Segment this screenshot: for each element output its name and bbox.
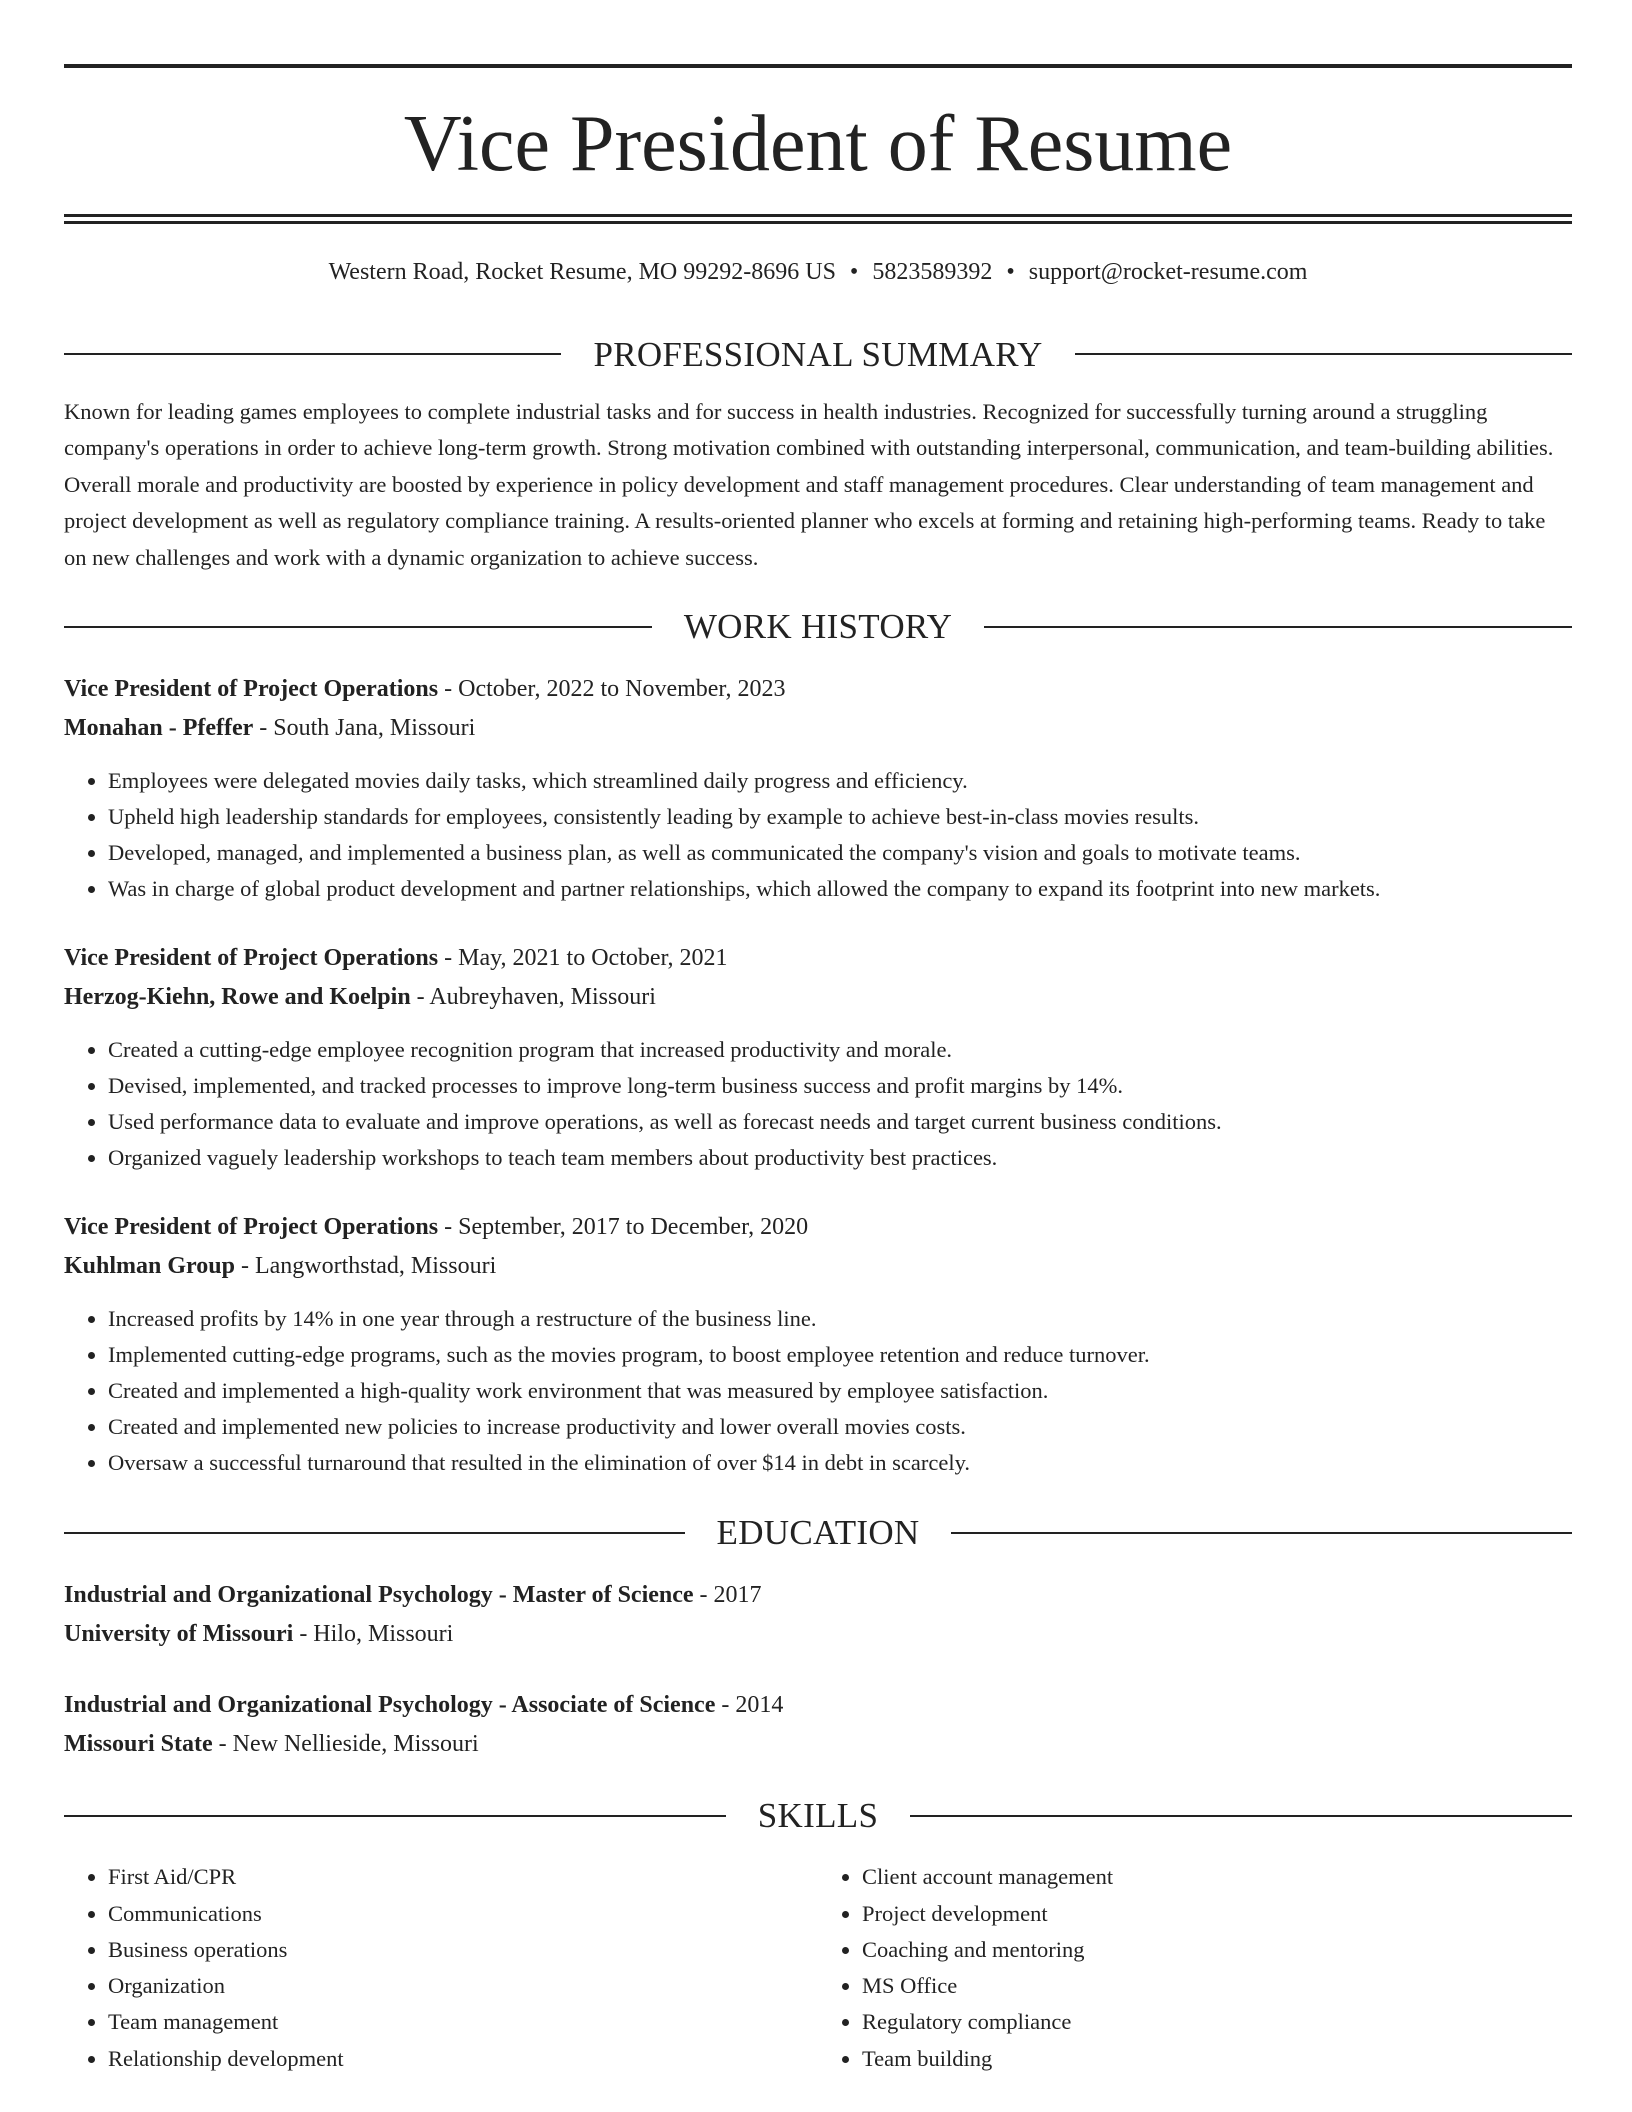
education-degree-line (64, 1576, 1572, 1615)
section-heading-label: PROFESSIONAL SUMMARY (593, 334, 1043, 374)
job-dates: - September, 2017 to December, 2020 (438, 1214, 809, 1241)
skill-item: • Coaching and mentoring (862, 1932, 1572, 1968)
education-year: - 2017 (693, 1582, 762, 1609)
resume-page (64, 64, 1572, 2077)
contact-separator: • (1006, 259, 1015, 285)
job-bullet: • Oversaw a successful turnaround that resulted in the elimination of over $14 in debt in scarcely. (108, 1445, 1572, 1481)
job-title: Vice President of Project Operations (64, 1214, 439, 1241)
skill-item: • First Aid/CPR (108, 1859, 818, 1895)
job-bullets (64, 1301, 1572, 1481)
education-degree: Industrial and Organizational Psychology - Master of Science (64, 1582, 694, 1609)
education-entry (64, 1686, 1572, 1764)
job-location: - Aubreyhaven, Missouri (410, 984, 656, 1011)
skills-column-left (64, 1859, 818, 2077)
job-location: - South Jana, Missouri (253, 715, 476, 742)
education-school-line (64, 1615, 1572, 1654)
job-bullet: • Was in charge of global product development and partner relationships, which allowed the company to expand its footprint into new markets. (108, 871, 1572, 907)
section-heading-work-history (64, 607, 1572, 647)
skill-item: • MS Office (862, 1968, 1572, 2004)
skill-item: • Organization (108, 1968, 818, 2004)
job-bullet: • Organized vaguely leadership workshops to teach team members about productivity best practices. (108, 1140, 1572, 1176)
header-double-rule (64, 214, 1572, 224)
job-title: Vice President of Project Operations (64, 676, 439, 703)
skills-column-right (818, 1859, 1572, 2077)
skill-item: • Project development (862, 1896, 1572, 1932)
skill-item: • Team building (862, 2041, 1572, 2077)
job-company-line (64, 978, 1572, 1017)
education-school: Missouri State (64, 1731, 213, 1758)
skill-item: • Relationship development (108, 2041, 818, 2077)
education-list (64, 1576, 1572, 1764)
job-bullet: • Devised, implemented, and tracked processes to improve long-term business success and profit margins by 14%. (108, 1068, 1572, 1104)
section-heading-education (64, 1513, 1572, 1553)
job-entry (64, 1208, 1572, 1481)
contact-line (64, 258, 1572, 287)
section-heading-label: WORK HISTORY (683, 607, 953, 647)
education-degree-line (64, 1686, 1572, 1725)
candidate-name: Vice President of Resume (403, 100, 1233, 188)
section-heading-label: EDUCATION (716, 1513, 920, 1553)
skill-item: • Regulatory compliance (862, 2004, 1572, 2040)
job-entry (64, 670, 1572, 907)
job-company: Herzog-Kiehn, Rowe and Koelpin (64, 984, 411, 1011)
job-company: Kuhlman Group (64, 1253, 235, 1280)
job-dates: - October, 2022 to November, 2023 (438, 676, 786, 703)
education-school: University of Missouri (64, 1621, 294, 1648)
education-degree: Industrial and Organizational Psychology - Associate of Science (64, 1692, 716, 1719)
job-bullet: • Developed, managed, and implemented a business plan, as well as communicated the company's vision and goals to motivate teams. (108, 835, 1572, 871)
job-title-line (64, 939, 1572, 978)
job-bullet: • Created and implemented new policies to increase productivity and lower overall movies costs. (108, 1409, 1572, 1445)
skill-item: • Client account management (862, 1859, 1572, 1895)
job-title-line (64, 670, 1572, 709)
job-company-line (64, 709, 1572, 748)
education-school-line (64, 1725, 1572, 1764)
job-bullets (64, 763, 1572, 907)
job-dates: - May, 2021 to October, 2021 (438, 945, 728, 972)
work-history-list (64, 670, 1572, 1481)
job-bullet: • Used performance data to evaluate and improve operations, as well as forecast needs and target current business conditions. (108, 1104, 1572, 1140)
education-location: - New Nellieside, Missouri (212, 1731, 479, 1758)
education-entry (64, 1576, 1572, 1654)
job-bullet: • Increased profits by 14% in one year through a restructure of the business line. (108, 1301, 1572, 1337)
header-top-rule (64, 64, 1572, 68)
section-heading-skills (64, 1796, 1572, 1836)
job-bullet: • Created and implemented a high-quality work environment that was measured by employee satisfaction. (108, 1373, 1572, 1409)
job-title-line (64, 1208, 1572, 1247)
job-location: - Langworthstad, Missouri (234, 1253, 497, 1280)
education-location: - Hilo, Missouri (293, 1621, 454, 1648)
education-year: - 2014 (715, 1692, 784, 1719)
job-company: Monahan - Pfeffer (64, 715, 254, 742)
job-bullet: • Created a cutting-edge employee recognition program that increased productivity and morale. (108, 1032, 1572, 1068)
contact-address: Western Road, Rocket Resume, MO 99292-8696 US (328, 259, 836, 285)
skill-item: • Team management (108, 2004, 818, 2040)
contact-email: support@rocket-resume.com (1028, 259, 1308, 285)
job-bullet: • Upheld high leadership standards for employees, consistently leading by example to achieve best-in-class movies results. (108, 799, 1572, 835)
skills-columns (64, 1859, 1572, 2077)
job-title: Vice President of Project Operations (64, 945, 439, 972)
job-bullet: • Implemented cutting-edge programs, such as the movies program, to boost employee retention and reduce turnover. (108, 1337, 1572, 1373)
summary-paragraph: Known for leading games employees to complete industrial tasks and for success in health industries. Recognized for successfully turning around a struggling company's operations in order to achieve long-term growth. Strong motivation combined with outstanding interpersonal, communication, and team-building abilities. Overall morale and productivity are boosted by experience in policy development and staff management procedures. Clear understanding of team management and project development as well as regulatory compliance training. A results-oriented planner who excels at forming and retaining high-performing teams. Ready to take on new challenges and work with a dynamic organization to achieve success. (64, 398, 1554, 570)
job-company-line (64, 1247, 1572, 1286)
contact-separator: • (849, 259, 859, 285)
job-bullets (64, 1032, 1572, 1176)
job-bullet: • Employees were delegated movies daily tasks, which streamlined daily progress and efficiency. (108, 763, 1572, 799)
job-entry (64, 939, 1572, 1176)
section-heading-summary (64, 334, 1572, 374)
contact-phone: 5823589392 (872, 259, 993, 285)
section-heading-label: SKILLS (757, 1796, 879, 1836)
skill-item: • Communications (108, 1896, 818, 1932)
skill-item: • Business operations (108, 1932, 818, 1968)
